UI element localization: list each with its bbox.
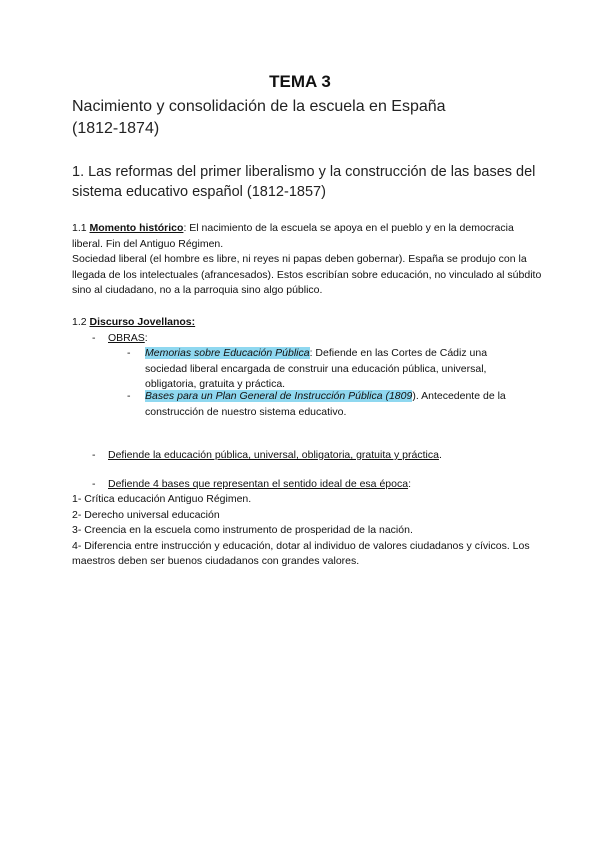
- obras-label: [108, 331, 148, 347]
- obras-suffix: :: [144, 332, 148, 344]
- section-1-2-number: 1.2: [72, 316, 90, 328]
- sub-bullet-dash: -: [127, 347, 131, 359]
- obra-2: [145, 389, 530, 420]
- section-1-2-heading: [72, 315, 542, 331]
- base-item-1: 1- Crítica educación Antiguo Régimen.: [72, 493, 252, 505]
- bullet-dash: -: [92, 478, 96, 490]
- defiende-2: [108, 477, 528, 493]
- section-1-1-intro: [72, 221, 542, 252]
- section-1-1: [72, 221, 542, 299]
- obra-2-text: ). Antecedente de la construcción de nuestro sistema educativo.: [145, 390, 506, 418]
- defiende-2-suffix: :: [408, 478, 411, 490]
- section-1-1-label: Momento histórico: [89, 222, 184, 234]
- obra-2-title: Bases para un Plan General de Instrucción Pública (1809: [145, 390, 413, 402]
- defiende-2-text: Defiende 4 bases que representan el sentido ideal de esa época: [108, 478, 409, 490]
- base-item-4: 4- Diferencia entre instrucción y educación, dotar al individuo de valores ciudadanos y cívicos. Los maestros deben ser buenos ciudadanos con grandes valores.: [72, 539, 530, 567]
- defiende-1: [108, 448, 528, 464]
- base-item-2: 2- Derecho universal educación: [72, 508, 220, 521]
- subtitle-line-2: (1812-1874): [72, 120, 160, 137]
- defiende-1-suffix: .: [438, 449, 442, 461]
- bullet-dash: -: [92, 449, 96, 461]
- section-1-heading: 1. Las reformas del primer liberalismo y la construcción de las bases del sistema educativo español (1812-1857): [72, 164, 536, 200]
- base-item-3: 3- Creencia en la escuela como instrumento de prosperidad de la nación.: [72, 524, 413, 536]
- obra-1: [145, 346, 530, 393]
- bullet-dash: -: [92, 332, 96, 344]
- obras-label-text: OBRAS: [108, 332, 145, 344]
- subtitle-line-1: Nacimiento y consolidación de la escuela en España: [72, 98, 446, 115]
- bases-list: [72, 492, 542, 570]
- obra-1-title: Memorias sobre Educación Pública: [145, 347, 310, 359]
- section-1-1-text-2: Sociedad liberal (el hombre es libre, ni reyes ni papas deben gobernar). España se produjo con la llegada de los intelectuales (afrancesados). Estos escribían sobre educación, no vinculado al súbdito sino al ciudadano, no a la parroquia sino algo público.: [72, 253, 542, 296]
- obra-1-text: : Defiende en las Cortes de Cádiz una sociedad liberal encargada de construir una educación pública, universal, obligatoria, gratuita y práctica.: [145, 347, 488, 390]
- section-1-1-number: 1.1: [72, 222, 90, 234]
- defiende-1-text: Defiende la educación pública, universal, obligatoria, gratuita y práctica: [108, 449, 439, 461]
- section-1-1-text: : El nacimiento de la escuela se apoya en el pueblo y en la democracia liberal. Fin del Antiguo Régimen.: [72, 222, 514, 250]
- section-1-2-label: Discurso Jovellanos:: [89, 316, 196, 328]
- page-title: TEMA 3: [269, 72, 331, 91]
- sub-bullet-dash: -: [127, 390, 131, 402]
- page-subtitle: [72, 96, 532, 140]
